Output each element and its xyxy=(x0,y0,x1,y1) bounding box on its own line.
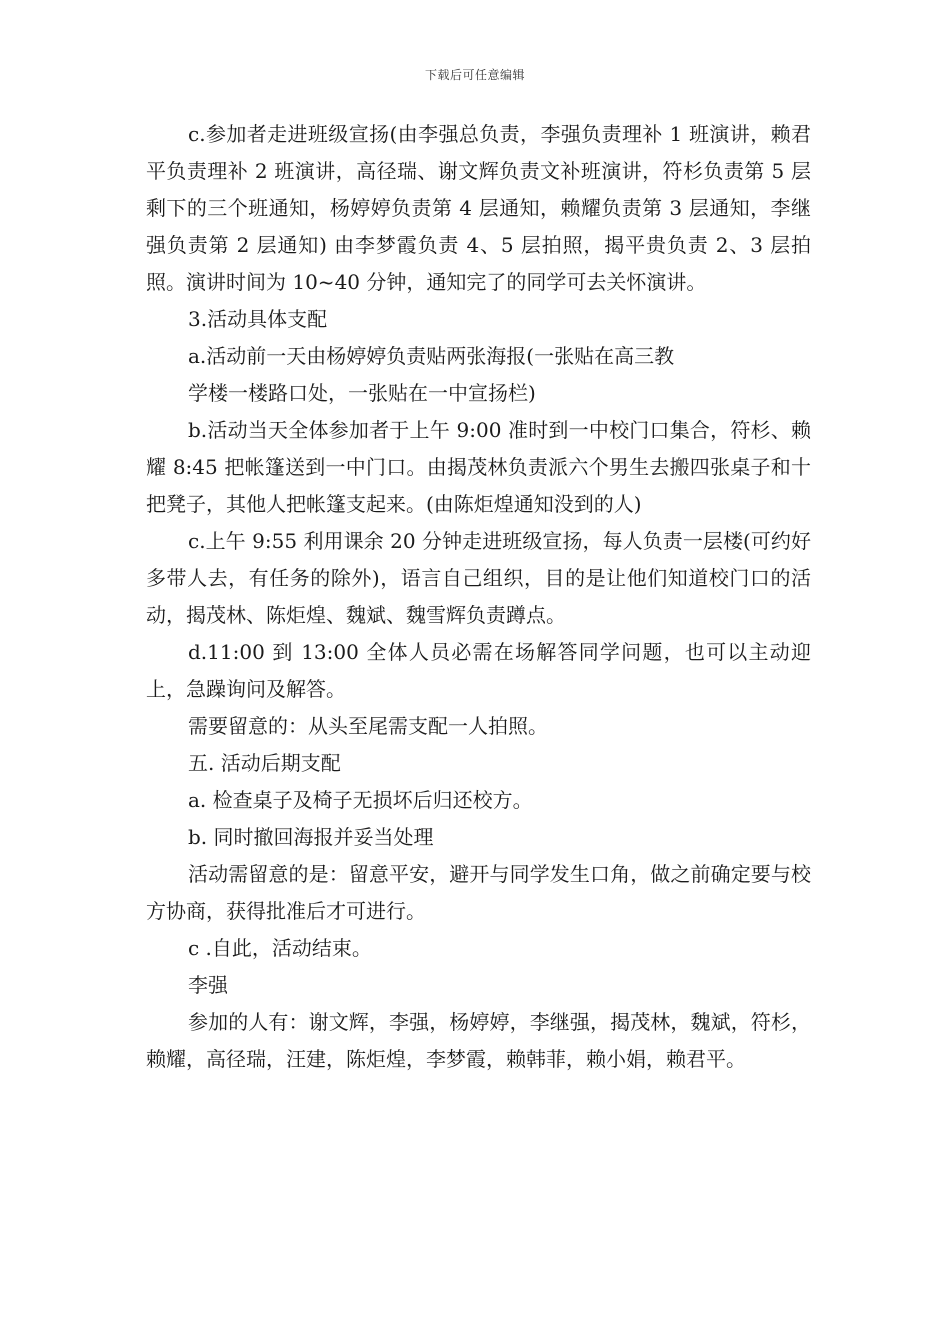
page-header-note: 下载后可任意编辑 xyxy=(424,68,525,82)
paragraph-return-furniture-a: a. 检查桌子及椅子无损坏后归还校方。 xyxy=(188,788,533,812)
paragraph-activity-end-c: c .自此，活动结束。 xyxy=(188,936,372,960)
section-heading-activity-arrangement: 3.活动具体支配 xyxy=(188,307,328,331)
author-name: 李强 xyxy=(188,973,228,997)
paragraph-participants: 参加的人有：谢文辉，李强，杨婷婷，李继强，揭茂林，魏斌，符杉，赖耀，高径瑞，汪建，陈炬煌，李梦霞，赖韩菲，赖小娟，赖君平。 xyxy=(146,1010,811,1071)
document-body xyxy=(146,116,811,1078)
paragraph-remove-posters-b: b. 同时撤回海报并妥当处理 xyxy=(188,825,434,849)
section-heading-post-activity: 五. 活动后期支配 xyxy=(188,751,341,775)
paragraph-poster-a-continued: 学楼一楼路口处，一张贴在一中宣扬栏) xyxy=(188,381,536,405)
paragraph-class-publicity: c.参加者走进班级宣扬(由李强总负责，李强负责理补 1 班演讲，赖君平负责理补 2 班演讲，高径瑞、谢文辉负责文补班演讲，符杉负责第 5 层剩下的三个班通知，杨婷婷负责第 4 层通知，赖耀负责第 3 层通知，李继强负责第 2 层通知) 由李梦霞负责 4、5 层拍照，揭平贵负责 2、3 层拍照。演讲时间为 10~40 分钟，通知完了的同学可去关怀演讲。 xyxy=(146,122,811,294)
paragraph-answer-questions-d: d.11:00 到 13:00 全体人员必需在场解答同学问题，也可以主动迎上，急躁询问及解答。 xyxy=(146,640,811,701)
paragraph-photo-note: 需要留意的：从头至尾需支配一人拍照。 xyxy=(188,714,548,738)
paragraph-safety-note: 活动需留意的是：留意平安，避开与同学发生口角，做之前确定要与校方协商，获得批准后才可进行。 xyxy=(146,862,811,923)
paragraph-class-visit-c: c.上午 9:55 利用课余 20 分钟走进班级宣扬，每人负责一层楼(可约好多带人去，有任务的除外)，语言自己组织，目的是让他们知道校门口的活动，揭茂林、陈炬煌、魏斌、魏雪辉负责蹲点。 xyxy=(146,529,811,627)
paragraph-poster-a: a.活动前一天由杨婷婷负责贴两张海报(一张贴在高三教 xyxy=(188,344,675,368)
paragraph-assembly-b: b.活动当天全体参加者于上午 9:00 准时到一中校门口集合，符杉、赖耀 8:45 把帐篷送到一中门口。由揭茂林负责派六个男生去搬四张桌子和十把凳子，其他人把帐篷支起来。(由陈炬煌通知没到的人) xyxy=(146,418,811,516)
